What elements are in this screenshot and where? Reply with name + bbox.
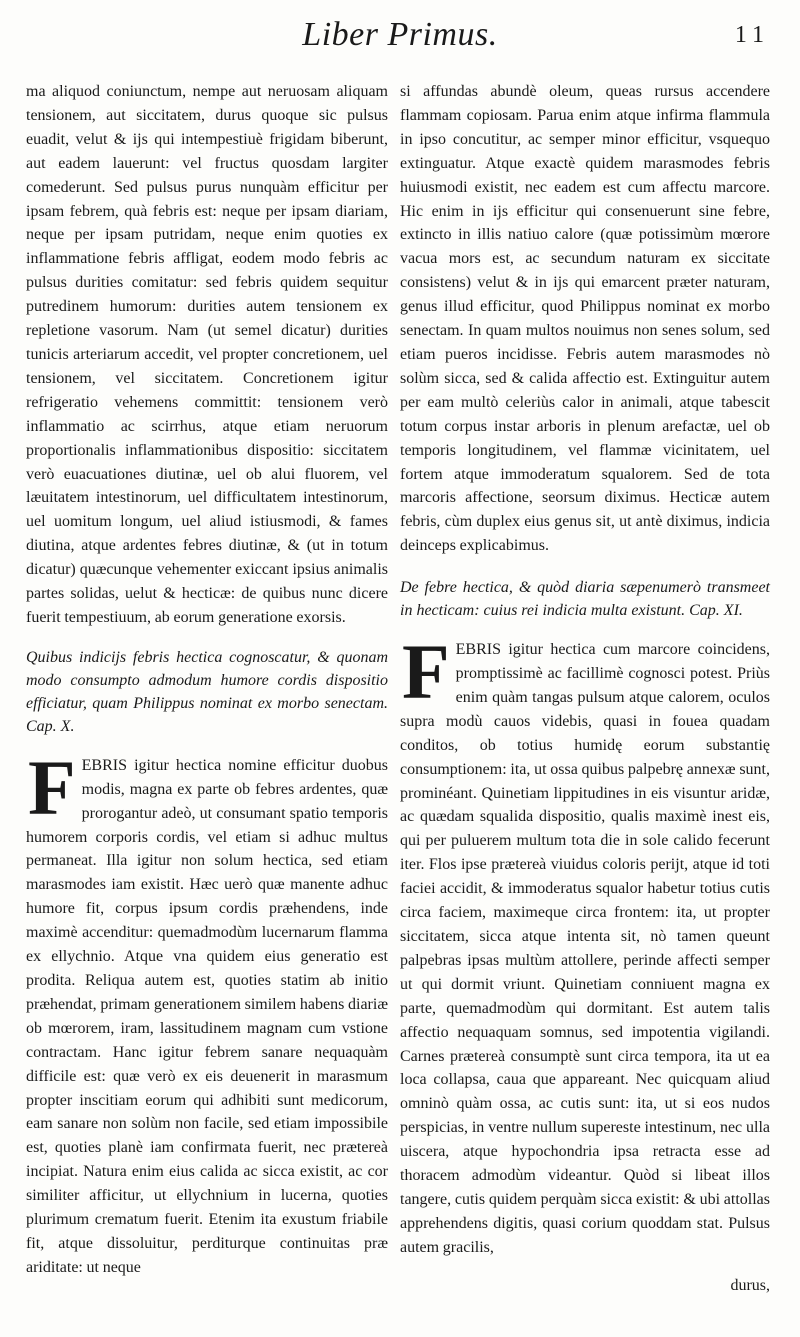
left-paragraph-continued: ma aliquod coniunctum, nempe aut neruosam aliquam tensionem, aut siccitatem, durus quoque sic pulsus euadit, velut & ijs qui intempestiuè frigidam biberunt, aut eadem lauerunt: vel fructus quosdam largiter comederunt. Sed pulsus purus nunquàm efficitur per ipsam febrem, quà febris est: neque per ipsam diariam, neque per ipsam putridam, neque enim quoties ex inflammatione febris affligat, eodem modo febris ac pulsus durities comitatur: sed febris quidem sequitur putredinem humorum: durities autem tensionem ex repletione vasorum. Nam (ut semel dicatur) durities tunicis arteriarum accedit, vel propter concretionem, uel tensionem, vel siccitatem. Concretionem igitur refrigeratio vehemens committit: tensionem verò inflammatio ac scirrhus, atque etiam neruorum proportionalis inflammationibus dispositio: siccitatem verò euacuationes diutinæ, uel ob alui fluorem, vel læuitatem intestinorum, uel difficultatem intestinorum, uel uomitum longum, uel aliud istiusmodi, & fames diutina, atque ardentes febres diutinæ, & (ut in totum dicatur) quæcunque vehementer exiccant ipsius animalis partes solidas, uelut & hecticæ: de quibus nunc dicere fuerit tempestiuum, ab eorum generatione exorsis. — [26, 83, 388, 626]
chapter-number-xi: Cap. XI. — [689, 602, 743, 620]
text-columns — [26, 64, 770, 1331]
chapter-heading-xi — [400, 576, 770, 622]
chapter-heading-xi-text: De febre hectica, & quòd diaria sæpenumerò transmeet in hecticam: cuius rei indicia multa existunt. — [400, 579, 770, 620]
running-title: Liber Primus. — [302, 16, 498, 53]
chapter-x-body — [26, 743, 388, 1280]
left-column — [26, 64, 388, 1331]
right-column — [400, 64, 770, 1331]
chapter-xi-text: EBRIS igitur hectica cum marcore coincidens, promptissimè ac facillimè cognosci potest. Priùs enim quàm tangas pulsum atque calorem, oculos supra modù cauos videbis, quasi in fouea quadam conditos, ob totius humidę eorum substantię consumptionem: ita, ut ossa quibus palpebrę annexæ sunt, prominéant. Quinetiam lippitudines in eis visuntur aridæ, ac quædam squalida dispositio, qualis maximè inest eis, qui per puluerem multum tota die in sole calido fecerunt iter. Flos ipse prætereà viuidus coloris perijt, atque id toti faciei accidit, & immoderatus squalor habetur totius cutis circa faciem, maximeque circa frontem: ita, ut propter siccitatem, sicca atque intenta sit, nò tamen queunt palpebras ipsas multùm attollere, perinde affecti semper ut qui dormit vriunt. Quinetiam conniuent magna ex parte, quemadmodùm qui dormitant. Est autem talis affectio nequaquam somnus, sed impotentia vigilandi. Carnes prætereà consumptè sunt circa tempora, ita ut ea loca collapsa, caua que appareant. Nec quicquam aliud omninò quàm ossa, ac cutis sunt: ita, ut si eos nudos perspicias, in ventre nullum supereste intestinum, nec ulla uiscera, atque hypochondria ipsa retracta esse ad thoracem admodùm videantur. Quòd si libeat illos tangere, cutis quidem perquàm sicca existit: & ubi attollas apprehendens digitis, quasi corium quoddam stat. Pulsus autem gracilis, — [400, 641, 770, 1256]
drop-cap-initial: F — [28, 743, 76, 831]
drop-cap-initial: F — [402, 628, 450, 716]
chapter-xi-body — [400, 628, 770, 1260]
right-paragraph-continued: si affundas abundè oleum, queas rursus accendere flammam copiosam. Parua enim atque infirma flammula in ipso concutitur, ac semper minor efficitur, vsquequo extinguatur. Atque exactè quidem marasmodes febris huiusmodi existit, nec eadem est cum affectu marcore. Hic enim in ijs efficitur qui consenuerunt sine febre, extincto in illis natiuo calore (quæ potissimùm mœrore vacua mors est, ac secundum naturam ex siccitate consistens) velut & in ijs qui emarcent præter naturam, genus illud efficitur, quod Philippus nominat ex morbo senectam. In quam multos nouimus non senes solum, sed etiam pueros incidisse. Febris autem marasmodes nò solùm sicca, sed & calida affectio est. Extinguitur autem per eam multò celeriùs calor in animali, atque tabescit totum corpus instar arboris in plenum arefactæ, uel ob temporis longitudinem, vel flammæ vicinitatem, uel fortem atque immoderatum squalorem. Sed de tota marcoris affectione, seorsum diximus. Hecticæ autem febris, cùm duplex eius genus sit, ut antè diximus, indicia deinceps explicabimus. — [400, 83, 770, 555]
page-number: 11 — [734, 22, 770, 48]
chapter-heading-x-text: Quibus indicijs febris hectica cognoscatur, & quonam modo consumpto admodum humore cordis dispositio efficiatur, quam Philippus nominat ex morbo senectam. — [26, 648, 388, 712]
chapter-heading-x — [26, 646, 388, 738]
chapter-number-x: Cap. X. — [26, 717, 75, 735]
catchword: durus, — [730, 1276, 770, 1294]
chapter-x-text: EBRIS igitur hectica nomine efficitur duobus modis, magna ex parte ob febres ardentes, quæ prorogantur adeò, ut consumant spatio temporis humorem corporis cordis, vel etiam si adhuc multus permaneat. Illa igitur non solum hectica, sed etiam marasmodes iam existit. Hæc uerò quæ manente adhuc humore fit, corpus ipsum cordis præhendens, inde maximè accenditur: quemadmodùm lucernarum flamma ex ellychnio. Atque vna quidem eius generatio est prodita. Reliqua autem est, quoties statim ab initio præhendat, primam generationem similem habens diariæ ob mœrorem, iram, lassitudinem magnam cum vstione contractam. Hanc igitur febrem sanare nequaquàm difficile est: quæ verò ex eis deuenerit in marasmum propter inscitiam eorum qui adhibiti sunt medicorum, eam sanare non solùm non facile, sed etiam impossibile est, quoties planè iam confirmata fuerit, nec prætereà incipiat. Natura enim eius calida ac sicca existit, ac cor similiter afficitur, ut ellychnium in lucerna, quoties plurimum crematum fuerit. Etenim ita exustum friabile fit, atque dissoluitur, perditurque continuitas præ ariditate: ut neque — [26, 756, 388, 1276]
running-head — [0, 14, 800, 60]
